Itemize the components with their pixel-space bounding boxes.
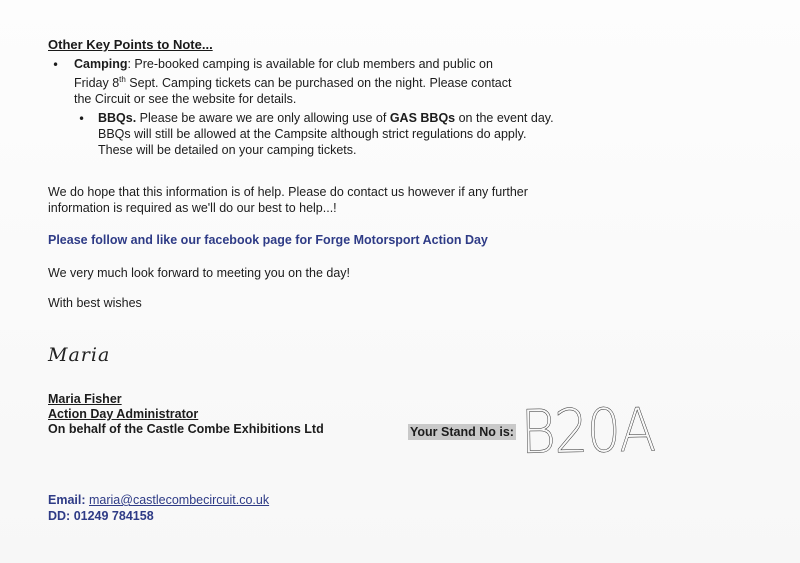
camping-line2-pre: Friday 8 xyxy=(74,76,120,91)
camping-item xyxy=(74,56,511,107)
section-heading: Other Key Points to Note... xyxy=(48,37,213,52)
bbqs-line3: These will be detailed on your camping tickets. xyxy=(98,143,357,157)
email-label: Email: xyxy=(48,493,89,507)
forward-text: We very much look forward to meeting you on the day! xyxy=(48,266,351,280)
bbqs-line2: BBQs will still be allowed at the Campsite although strict regulations do apply. xyxy=(98,127,527,141)
dd-label: DD: xyxy=(48,509,74,523)
camping-line3: the Circuit or see the website for details. xyxy=(74,92,297,107)
help-line1: We do hope that this information is of help. Please do contact us however if any further xyxy=(48,185,528,199)
sender-role: Action Day Administrator xyxy=(48,407,199,421)
bullet-bbqs: • xyxy=(78,112,86,126)
camping-line2-post: Sept. Camping tickets can be purchased on the night. Please contact xyxy=(125,76,512,91)
sender-name: Maria Fisher xyxy=(48,392,122,406)
camping-line2-sup: th xyxy=(119,75,126,84)
signature: Maria xyxy=(48,344,111,366)
help-line2: information is required as we'll do our best to help...! xyxy=(48,201,337,215)
dd-number: 01249 784158 xyxy=(73,509,154,523)
email-link[interactable]: maria@castlecombecircuit.co.uk xyxy=(89,493,270,507)
bbqs-line1-pre: Please be aware we are only allowing use of xyxy=(136,111,390,125)
bbqs-item xyxy=(98,110,554,158)
bbqs-title: BBQs. xyxy=(98,111,137,125)
bullet-camping: • xyxy=(52,58,60,72)
camping-line1: : Pre-booked camping is available for club members and public on xyxy=(127,57,493,71)
camping-title: Camping xyxy=(74,57,128,71)
help-paragraph xyxy=(48,184,528,216)
sender-org: On behalf of the Castle Combe Exhibitions Ltd xyxy=(48,422,324,436)
closing-text: With best wishes xyxy=(48,296,142,310)
facebook-note: Please follow and like our facebook page for Forge Motorsport Action Day xyxy=(48,233,488,247)
stand-label: Your Stand No is: xyxy=(410,425,514,439)
bbqs-line1-post: on the event day. xyxy=(455,111,554,125)
bbqs-gas: GAS BBQs xyxy=(389,111,456,125)
sender-block xyxy=(48,392,324,437)
contact-block xyxy=(48,492,269,524)
stand-number-handwritten: B20A xyxy=(520,395,655,468)
